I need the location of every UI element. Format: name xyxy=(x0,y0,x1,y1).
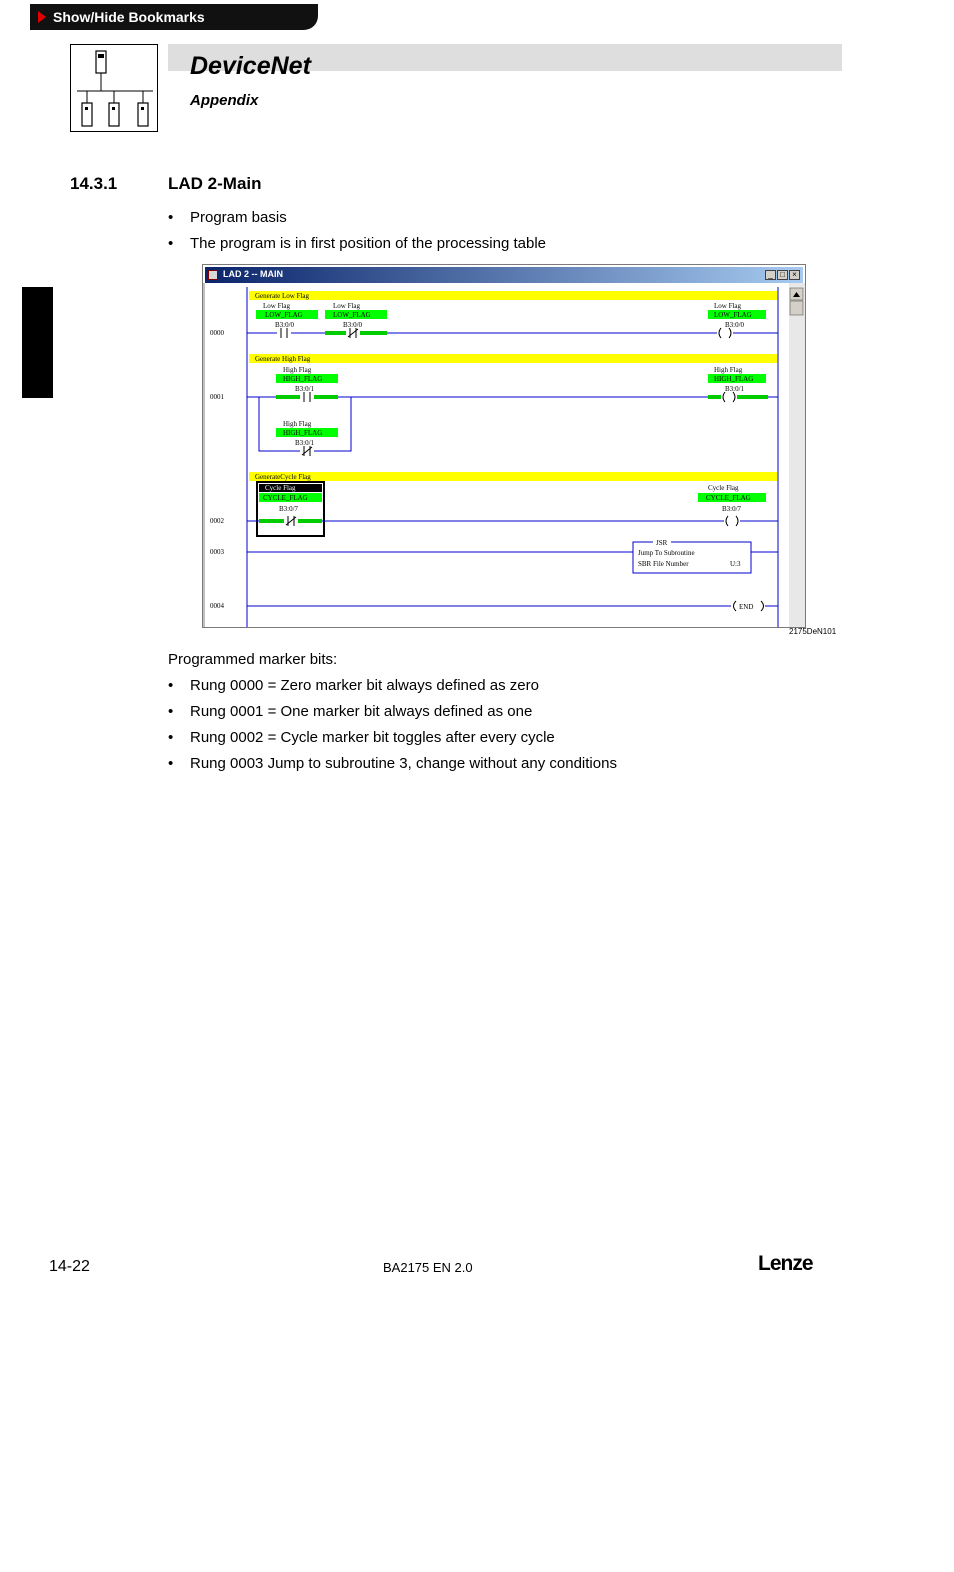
rung-number: 0004 xyxy=(210,602,224,610)
contact-address: B3:0/0 xyxy=(275,321,295,329)
coil-symbol xyxy=(724,516,740,526)
coil-description: Cycle Flag xyxy=(708,484,739,492)
figure-code: 2175DeN101 xyxy=(789,627,837,636)
chapter-marker-bar xyxy=(22,287,53,398)
close-button[interactable]: × xyxy=(789,270,800,280)
jsr-param-label: SBR File Number xyxy=(638,560,689,568)
list-item: • Rung 0002 = Cycle marker bit toggles after every cycle xyxy=(168,729,617,755)
jsr-type: JSR xyxy=(656,539,668,547)
bookmark-tab-label: Show/Hide Bookmarks xyxy=(53,9,205,25)
ladder-diagram xyxy=(203,283,805,628)
list-item: • The program is in first position of the processing table xyxy=(168,235,546,261)
brand-logo: Lenze xyxy=(758,1252,813,1275)
rung-number: 0003 xyxy=(210,548,224,556)
list-item: • Rung 0001 = One marker bit always defined as one xyxy=(168,703,617,729)
rung-number: 0002 xyxy=(210,517,224,525)
contact-symbol: LOW_FLAG xyxy=(333,311,371,319)
rung-comment-bar xyxy=(249,291,777,300)
coil-description: Low Flag xyxy=(714,302,742,310)
window-title: LAD 2 -- MAIN xyxy=(223,269,283,279)
coil-symbol: HIGH_FLAG xyxy=(714,375,754,383)
coil-address: B3:0/0 xyxy=(725,321,745,329)
contact-nc-symbol xyxy=(325,328,387,338)
coil-symbol xyxy=(717,328,733,338)
jsr-param-value: U:3 xyxy=(730,560,741,568)
vertical-scrollbar[interactable] xyxy=(789,283,805,628)
rung-number: 0000 xyxy=(210,329,224,337)
network-topology-icon xyxy=(70,44,158,132)
window-title-bar xyxy=(205,267,803,283)
contact-symbol: LOW_FLAG xyxy=(265,311,303,319)
contact-address: B3:0/0 xyxy=(343,321,363,329)
coil-description: High Flag xyxy=(714,366,743,374)
scroll-thumb[interactable] xyxy=(790,301,803,315)
contact-address: B3:0/7 xyxy=(279,505,299,513)
coil-address: B3:0/7 xyxy=(722,505,742,513)
minimize-button[interactable]: _ xyxy=(765,270,776,280)
contact-nc-symbol xyxy=(259,516,322,526)
document-code: BA2175 EN 2.0 xyxy=(383,1260,473,1275)
page-subtitle: Appendix xyxy=(190,92,259,109)
list-item: • Program basis xyxy=(168,209,546,235)
contact-symbol: HIGH_FLAG xyxy=(283,429,323,437)
rung-comment: Generate Low Flag xyxy=(255,292,310,300)
section-title: LAD 2-Main xyxy=(168,174,262,193)
contact-description: Low Flag xyxy=(263,302,291,310)
coil-address: B3:0/1 xyxy=(725,385,745,393)
rung-comment: Generate High Flag xyxy=(255,355,311,363)
app-icon xyxy=(208,270,218,280)
page-title: DeviceNet xyxy=(190,52,311,80)
coil-symbol: LOW_FLAG xyxy=(714,311,752,319)
section-number: 14.3.1 xyxy=(70,174,118,193)
list-item: • Rung 0003 Jump to subroutine 3, change without any conditions xyxy=(168,755,617,781)
contact-description: Low Flag xyxy=(333,302,361,310)
page-number: 14-22 xyxy=(49,1258,90,1275)
contact-no-symbol xyxy=(276,392,338,402)
contact-symbol: CYCLE_FLAG xyxy=(263,494,308,502)
list-item: • Rung 0000 = Zero marker bit always defined as zero xyxy=(168,677,617,703)
rung-comment-bar xyxy=(249,354,777,363)
end-label: END xyxy=(739,603,754,611)
contact-description: High Flag xyxy=(283,366,312,374)
contact-nc-symbol xyxy=(300,446,314,456)
contact-address: B3:0/1 xyxy=(295,385,315,393)
intro-bullet-list xyxy=(168,209,546,261)
contact-address: B3:0/1 xyxy=(295,439,315,447)
marker-bullet-list xyxy=(168,677,617,781)
contact-no-symbol xyxy=(277,328,291,338)
contact-description: High Flag xyxy=(283,420,312,428)
coil-symbol: CYCLE_FLAG xyxy=(706,494,751,502)
jsr-title: Jump To Subroutine xyxy=(638,549,695,557)
jsr-instruction-box[interactable] xyxy=(633,542,751,573)
contact-symbol: HIGH_FLAG xyxy=(283,375,323,383)
red-arrow-icon xyxy=(38,11,46,23)
rung-number: 0001 xyxy=(210,393,224,401)
contact-description: Cycle Flag xyxy=(265,484,296,492)
show-hide-bookmarks-button[interactable] xyxy=(30,4,318,30)
maximize-button[interactable]: □ xyxy=(777,270,788,280)
rung-comment-bar xyxy=(249,472,777,481)
ladder-editor-window xyxy=(202,264,806,628)
end-instruction xyxy=(731,601,765,611)
coil-symbol xyxy=(708,392,768,402)
marker-intro-text: Programmed marker bits: xyxy=(168,651,338,668)
rung-comment: GenerateCycle Flag xyxy=(255,473,311,481)
